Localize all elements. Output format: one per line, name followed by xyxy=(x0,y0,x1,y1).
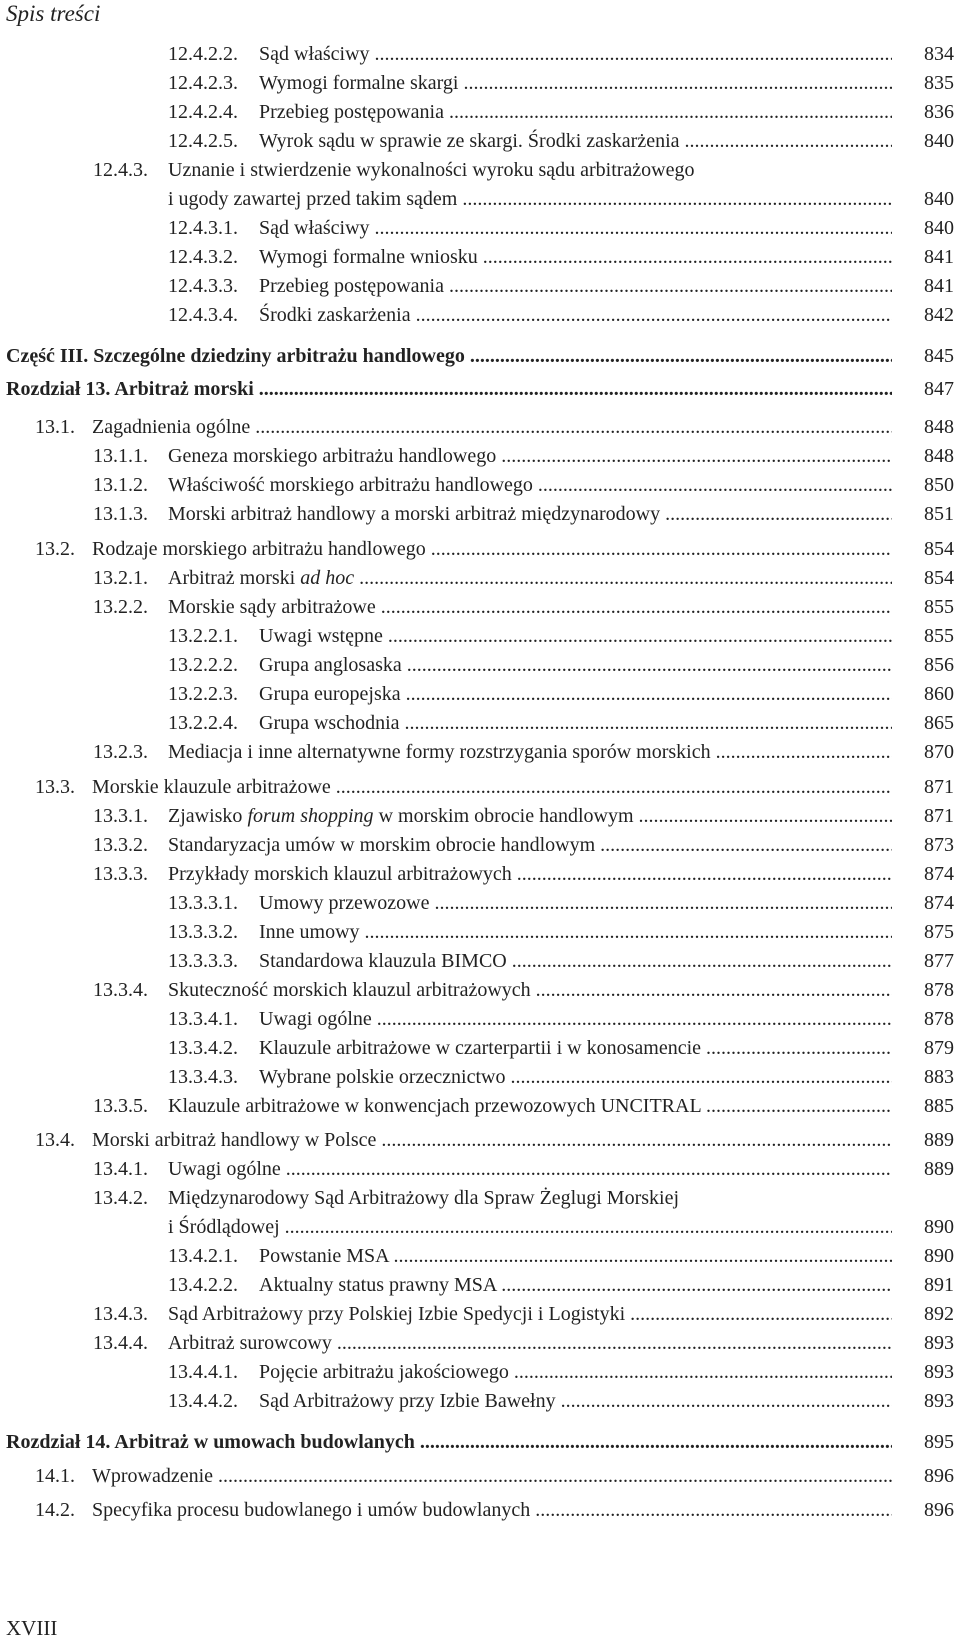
toc-entry-title: Przykłady morskich klauzul arbitrażowych ..... xyxy=(168,861,892,887)
toc-entry-page: 860 xyxy=(924,683,954,705)
toc-entry-page: 848 xyxy=(924,416,954,438)
toc-entry-page: 893 xyxy=(924,1332,954,1354)
toc-entry-number: 13.2.2. xyxy=(93,596,148,618)
toc-entry-number: 13.4.4.1. xyxy=(168,1361,238,1383)
toc-entry-page: 871 xyxy=(924,805,954,827)
toc-entry-title: Rozdział 13. Arbitraż morski ..... xyxy=(6,376,892,402)
toc-entry-title: Morskie klauzule arbitrażowe ..... xyxy=(92,774,892,800)
toc-entry-number: 13.3.3.3. xyxy=(168,950,238,972)
toc-entry-page: 841 xyxy=(924,275,954,297)
toc-entry-page: 875 xyxy=(924,921,954,943)
toc-entry-title: Morski arbitraż handlowy w Polsce ..... xyxy=(92,1127,892,1153)
toc-entry-number: 13.4.4.2. xyxy=(168,1390,238,1412)
toc-entry-title-line1: Międzynarodowy Sąd Arbitrażowy dla Spraw Żeglugi Morskiej xyxy=(168,1187,680,1209)
toc-entry-title: Standardowa klauzula BIMCO ..... xyxy=(259,948,892,974)
toc-entry-number: 13.2. xyxy=(35,538,75,560)
toc-entry-title: Wyrok sądu w sprawie ze skargi. Środki zaskarżenia ..... xyxy=(259,128,892,154)
toc-entry-page: 848 xyxy=(924,445,954,467)
toc-entry-number: 13.4.2.2. xyxy=(168,1274,238,1296)
toc-entry-title: Część III. Szczególne dziedziny arbitrażu handlowego ..... xyxy=(6,343,892,369)
toc-entry-number: 12.4.3.1. xyxy=(168,217,238,239)
toc-entry-page: 874 xyxy=(924,863,954,885)
toc-entry-title: Sąd właściwy ..... xyxy=(259,215,892,241)
toc-entry-page: 878 xyxy=(924,979,954,1001)
toc-entry-page: 855 xyxy=(924,596,954,618)
toc-entry-number: 12.4.2.3. xyxy=(168,72,238,94)
toc-entry-title: Wymogi formalne skargi ..... xyxy=(259,70,892,96)
toc-entry-number: 13.4.2.1. xyxy=(168,1245,238,1267)
toc-entry-number: 13.2.2.1. xyxy=(168,625,238,647)
toc-entry-title: Arbitraż morski ad hoc ..... xyxy=(168,565,892,591)
toc-entry-page: 885 xyxy=(924,1095,954,1117)
toc-entry-title: Klauzule arbitrażowe w czarterpartii i w konosamencie ..... xyxy=(259,1035,892,1061)
toc-entry-number: 13.1.1. xyxy=(93,445,148,467)
toc-entry-title: Specyfika procesu budowlanego i umów budowlanych ..... xyxy=(92,1497,892,1523)
toc-entry-page: 865 xyxy=(924,712,954,734)
toc-entry-number: 13.3.5. xyxy=(93,1095,148,1117)
toc-entry-number: 12.4.3. xyxy=(93,159,148,181)
toc-entry-page: 879 xyxy=(924,1037,954,1059)
toc-entry-page: 893 xyxy=(924,1390,954,1412)
running-header: Spis treści xyxy=(6,1,101,26)
toc-entry-title: Klauzule arbitrażowe w konwencjach przewozowych UNCITRAL ..... xyxy=(168,1093,892,1119)
toc-entry-title: Inne umowy ..... xyxy=(259,919,892,945)
toc-entry-title: Uwagi ogólne ..... xyxy=(259,1006,892,1032)
toc-entry-title: i ugody zawartej przed takim sądem ..... xyxy=(168,186,892,212)
toc-entry-number: 12.4.3.3. xyxy=(168,275,238,297)
toc-entry-number: 13.2.2.4. xyxy=(168,712,238,734)
toc-entry-page: 893 xyxy=(924,1361,954,1383)
toc-entry-title: Standaryzacja umów w morskim obrocie handlowym ..... xyxy=(168,832,892,858)
toc-entry-title: Zjawisko forum shopping w morskim obrocie handlowym ..... xyxy=(168,803,892,829)
toc-entry-number: 13.3.3. xyxy=(93,863,148,885)
toc-entry-page: 856 xyxy=(924,654,954,676)
toc-entry-number: 12.4.3.4. xyxy=(168,304,238,326)
toc-entry-title: Sąd właściwy ..... xyxy=(259,41,892,67)
toc-entry-page: 834 xyxy=(924,43,954,65)
toc-entry-page: 883 xyxy=(924,1066,954,1088)
toc-entry-page: 877 xyxy=(924,950,954,972)
toc-entry-number: 14.1. xyxy=(35,1465,75,1487)
toc-entry-page: 840 xyxy=(924,130,954,152)
toc-entry-page: 851 xyxy=(924,503,954,525)
toc-entry-title: Grupa wschodnia ..... xyxy=(259,710,892,736)
toc-entry-title: Rodzaje morskiego arbitrażu handlowego ..... xyxy=(92,536,892,562)
toc-entry-page: 896 xyxy=(924,1465,954,1487)
toc-entry-title: Grupa europejska ..... xyxy=(259,681,892,707)
page-number: XVIII xyxy=(6,1616,58,1640)
toc-entry-page: 854 xyxy=(924,538,954,560)
toc-entry-page: 841 xyxy=(924,246,954,268)
toc-entry-title: Aktualny status prawny MSA ..... xyxy=(259,1272,892,1298)
toc-entry-page: 836 xyxy=(924,101,954,123)
toc-entry-title: Rozdział 14. Arbitraż w umowach budowlanych ..... xyxy=(6,1429,892,1455)
toc-entry-number: 14.2. xyxy=(35,1499,75,1521)
toc-entry-title-line1: Uznanie i stwierdzenie wykonalności wyroku sądu arbitrażowego xyxy=(168,159,695,181)
toc-entry-number: 13.2.1. xyxy=(93,567,148,589)
toc-entry-page: 895 xyxy=(924,1431,954,1453)
toc-entry-title: Zagadnienia ogólne ..... xyxy=(92,414,892,440)
toc-entry-title: Przebieg postępowania ..... xyxy=(259,99,892,125)
toc-entry-page: 891 xyxy=(924,1274,954,1296)
toc-entry-number: 13.3. xyxy=(35,776,75,798)
toc-entry-number: 13.4. xyxy=(35,1129,75,1151)
toc-entry-number: 13.3.4.3. xyxy=(168,1066,238,1088)
toc-entry-page: 873 xyxy=(924,834,954,856)
toc-entry-title: Geneza morskiego arbitrażu handlowego ..... xyxy=(168,443,892,469)
toc-entry-number: 13.3.2. xyxy=(93,834,148,856)
toc-entry-title: Arbitraż surowcowy ..... xyxy=(168,1330,892,1356)
toc-entry-page: 847 xyxy=(924,378,954,400)
toc-entry-title: Morski arbitraż handlowy a morski arbitraż międzynarodowy ..... xyxy=(168,501,892,527)
toc-entry-number: 13.1.2. xyxy=(93,474,148,496)
toc-entry-title: Właściwość morskiego arbitrażu handlowego ..... xyxy=(168,472,892,498)
toc-entry-title: Grupa anglosaska ..... xyxy=(259,652,892,678)
toc-entry-page: 850 xyxy=(924,474,954,496)
toc-entry-page: 889 xyxy=(924,1158,954,1180)
toc-entry-title: Morskie sądy arbitrażowe ..... xyxy=(168,594,892,620)
toc-entry-number: 13.4.3. xyxy=(93,1303,148,1325)
toc-entry-title: i Śródlądowej ..... xyxy=(168,1214,892,1240)
toc-entry-number: 12.4.3.2. xyxy=(168,246,238,268)
toc-entry-number: 13.2.2.3. xyxy=(168,683,238,705)
toc-entry-title: Powstanie MSA ..... xyxy=(259,1243,892,1269)
toc-entry-number: 12.4.2.5. xyxy=(168,130,238,152)
toc-entry-title: Pojęcie arbitrażu jakościowego ..... xyxy=(259,1359,892,1385)
toc-entry-number: 12.4.2.4. xyxy=(168,101,238,123)
toc-entry-number: 13.2.3. xyxy=(93,741,148,763)
toc-entry-page: 855 xyxy=(924,625,954,647)
toc-entry-title: Sąd Arbitrażowy przy Izbie Bawełny ..... xyxy=(259,1388,892,1414)
toc-entry-page: 896 xyxy=(924,1499,954,1521)
toc-entry-title: Przebieg postępowania ..... xyxy=(259,273,892,299)
toc-entry-title: Sąd Arbitrażowy przy Polskiej Izbie Spedycji i Logistyki ..... xyxy=(168,1301,892,1327)
toc-entry-number: 13.3.1. xyxy=(93,805,148,827)
toc-entry-title: Środki zaskarżenia ..... xyxy=(259,302,892,328)
toc-entry-title: Umowy przewozowe ..... xyxy=(259,890,892,916)
toc-entry-page: 892 xyxy=(924,1303,954,1325)
toc-entry-number: 13.1.3. xyxy=(93,503,148,525)
toc-entry-number: 13.4.4. xyxy=(93,1332,148,1354)
toc-entry-number: 13.3.3.1. xyxy=(168,892,238,914)
toc-entry-title: Uwagi ogólne ..... xyxy=(168,1156,892,1182)
toc-entry-page: 835 xyxy=(924,72,954,94)
toc-entry-number: 12.4.2.2. xyxy=(168,43,238,65)
toc-entry-title: Wybrane polskie orzecznictwo ..... xyxy=(259,1064,892,1090)
toc-entry-page: 870 xyxy=(924,741,954,763)
toc-entry-number: 13.4.1. xyxy=(93,1158,148,1180)
toc-entry-page: 842 xyxy=(924,304,954,326)
toc-entry-page: 840 xyxy=(924,217,954,239)
toc-entry-number: 13.3.4.2. xyxy=(168,1037,238,1059)
toc-entry-page: 890 xyxy=(924,1216,954,1238)
toc-entry-title: Mediacja i inne alternatywne formy rozstrzygania sporów morskich ..... xyxy=(168,739,892,765)
toc-entry-title: Skuteczność morskich klauzul arbitrażowych ..... xyxy=(168,977,892,1003)
toc-entry-number: 13.3.4.1. xyxy=(168,1008,238,1030)
toc-entry-page: 845 xyxy=(924,345,954,367)
toc-entry-number: 13.3.4. xyxy=(93,979,148,1001)
toc-entry-page: 871 xyxy=(924,776,954,798)
toc-entry-page: 854 xyxy=(924,567,954,589)
toc-entry-number: 13.2.2.2. xyxy=(168,654,238,676)
toc-entry-page: 874 xyxy=(924,892,954,914)
toc-entry-title: Wprowadzenie ..... xyxy=(92,1463,892,1489)
toc-entry-title: Wymogi formalne wniosku ..... xyxy=(259,244,892,270)
toc-entry-page: 840 xyxy=(924,188,954,210)
toc-entry-number: 13.4.2. xyxy=(93,1187,148,1209)
toc-entry-page: 889 xyxy=(924,1129,954,1151)
toc-entry-page: 890 xyxy=(924,1245,954,1267)
toc-entry-number: 13.1. xyxy=(35,416,75,438)
toc-entry-title: Uwagi wstępne ..... xyxy=(259,623,892,649)
toc-entry-number: 13.3.3.2. xyxy=(168,921,238,943)
toc-entry-page: 878 xyxy=(924,1008,954,1030)
